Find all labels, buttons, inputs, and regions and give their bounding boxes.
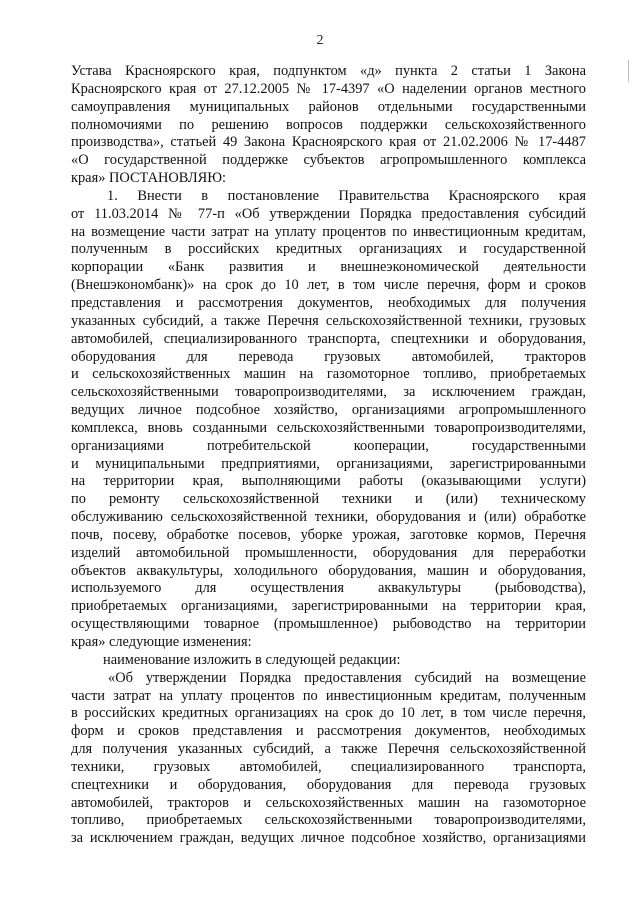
text-line: и сельскохозяйственных машин на газомоторное топливо, приобретаемых xyxy=(71,366,586,383)
text-line: ведущих личное подсобное хозяйство, организациями агропромышленного xyxy=(71,402,586,419)
text-line: полномочиями по решению вопросов поддержки сельскохозяйственного xyxy=(71,116,586,133)
text-line: техники, грузовых автомобилей, специализированного транспорта, xyxy=(71,758,586,775)
text-line: для получения указанных субсидий, а также Перечня сельскохозяйственной xyxy=(71,741,586,758)
text-line: почв, посеву, обработке посевов, уборке урожая, заготовке кормов, Перечня xyxy=(71,526,586,543)
text-line: 1. Внести в постановление Правительства Красноярского края xyxy=(107,187,586,204)
text-line: организациями потребительской кооперации, государственными xyxy=(71,437,586,454)
text-line: используемого для осуществления аквакультуры (рыбоводства), xyxy=(71,580,586,597)
text-line: топливо, приобретаемых сельскохозяйственными товаропроизводителями, xyxy=(71,812,586,829)
text-line: производства», статьей 49 Закона Красноярского края от 21.02.2006 № 17-4487 xyxy=(71,134,586,151)
page-number: 2 xyxy=(316,33,324,48)
text-line: комплекса, вновь созданными сельскохозяйственными товаропроизводителями, xyxy=(71,419,586,436)
text-line: автомобилей, специализированного транспорта, спецтехники и оборудования, xyxy=(71,330,586,347)
text-line: Устава Красноярского края, подпунктом «д» пункта 2 статьи 1 Закона xyxy=(71,63,586,79)
document-body xyxy=(71,63,586,848)
text-line: корпорации «Банк развития и внешнеэкономической деятельности xyxy=(71,259,586,276)
text-line: представления и рассмотрения документов, необходимых для получения xyxy=(71,294,586,311)
text-line: обслуживанию сельскохозяйственной техники, оборудования и (или) обработке xyxy=(71,509,586,526)
text-line: «Об утверждении Порядка предоставления субсидий на возмещение xyxy=(108,669,586,686)
text-line: Красноярского края от 27.12.2005 № 17-4397 «О наделении органов местного xyxy=(71,80,586,97)
text-line: объектов аквакультуры, холодильного оборудования, машин и оборудования, xyxy=(71,562,586,579)
text-line: (Внешэкономбанк)» на срок до 10 лет, в том числе перечня, форм и сроков xyxy=(71,277,586,294)
text-line: самоуправления муниципальных районов отдельными государственными xyxy=(71,98,586,115)
text-line: изделий автомобильной промышленности, оборудования для переработки xyxy=(71,544,586,561)
text-line: от 11.03.2014 № 77-п «Об утверждении Порядка предоставления субсидий xyxy=(71,205,586,222)
text-line: края» следующие изменения: xyxy=(71,634,252,650)
text-line: приобретаемых организациями, зарегистрированными на территории края, xyxy=(71,598,586,615)
text-line: полученным в российских кредитных организациях и государственной xyxy=(71,241,586,258)
text-line: края» ПОСТАНОВЛЯЮ: xyxy=(71,170,226,187)
text-line: «О государственной поддержке субъектов агропромышленного комплекса xyxy=(71,152,586,169)
text-line: на территории края, выполняющими работы (оказывающими услуги) xyxy=(71,473,586,490)
text-line: автомобилей, тракторов и сельскохозяйственных машин на газомоторное xyxy=(71,794,586,811)
text-line: указанных субсидий, а также Перечня сельскохозяйственной техники, грузовых xyxy=(71,312,586,329)
text-line: наименование изложить в следующей редакции: xyxy=(103,651,401,668)
text-line: и муниципальными предприятиями, организациями, зарегистрированными xyxy=(71,455,586,472)
text-line: по ремонту сельскохозяйственной техники и (или) техническому xyxy=(71,491,586,508)
text-line: в российских кредитных организациях на срок до 10 лет, в том числе перечня, xyxy=(71,705,586,722)
text-line: на возмещение части затрат на уплату процентов по инвестиционным кредитам, xyxy=(71,223,586,240)
text-line: сельскохозяйственными товаропроизводителями, за исключением граждан, xyxy=(71,384,586,401)
text-line: оборудования для перевода грузовых автомобилей, тракторов xyxy=(71,348,586,365)
text-line: спецтехники и оборудования, оборудования для перевода грузовых xyxy=(71,776,586,793)
text-line: форм и сроков представления и рассмотрения документов, необходимых xyxy=(71,723,586,740)
text-line: осуществляющими товарное (промышленное) рыбоводство на территории xyxy=(71,616,586,633)
text-line: за исключением граждан, ведущих личное подсобное хозяйство, организациями xyxy=(71,830,586,847)
scan-edge-mark xyxy=(628,60,629,82)
text-line: части затрат на уплату процентов по инвестиционным кредитам, полученным xyxy=(71,687,586,704)
